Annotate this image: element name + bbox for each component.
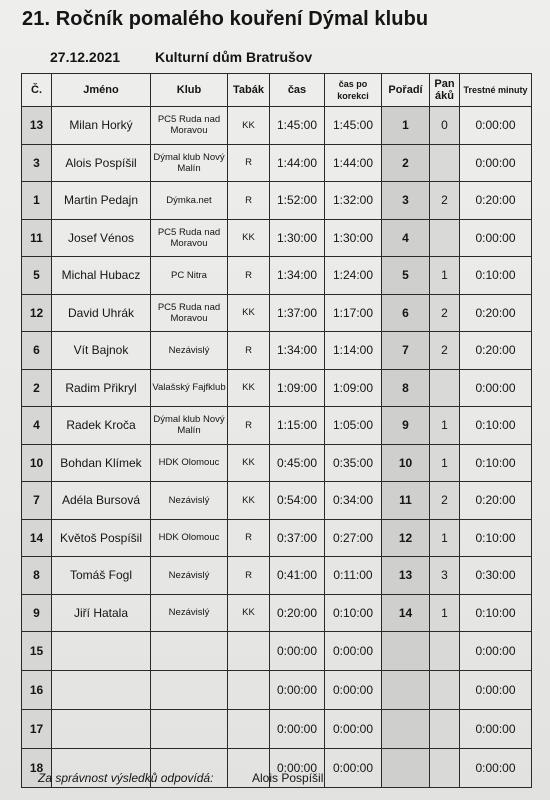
- cell-time: 0:45:00: [270, 444, 325, 482]
- cell-rank: 11: [382, 482, 430, 520]
- cell-rank: 14: [382, 594, 430, 632]
- cell-pan: 1: [430, 519, 460, 557]
- cell-penalty: 0:00:00: [460, 144, 532, 182]
- table-row: [22, 294, 532, 332]
- cell-tobacco: R: [228, 519, 270, 557]
- cell-corrected-time: 1:24:00: [325, 257, 382, 295]
- cell-pan: 2: [430, 182, 460, 220]
- cell-corrected-time: 1:09:00: [325, 369, 382, 407]
- cell-name: Adéla Bursová: [52, 482, 151, 520]
- cell-pan: 1: [430, 407, 460, 445]
- cell-pan: 2: [430, 332, 460, 370]
- cell-tobacco: KK: [228, 294, 270, 332]
- header-penalty: Trestné minuty: [460, 74, 532, 107]
- cell-club: Nezávislý: [151, 482, 228, 520]
- cell-rank: [382, 671, 430, 710]
- cell-name: Vít Bajnok: [52, 332, 151, 370]
- cell-number: 9: [22, 594, 52, 632]
- cell-time: 1:15:00: [270, 407, 325, 445]
- cell-number: 6: [22, 332, 52, 370]
- cell-rank: [382, 632, 430, 671]
- table-row: [22, 332, 532, 370]
- cell-number: 5: [22, 257, 52, 295]
- cell-pan: 3: [430, 557, 460, 595]
- cell-number: 2: [22, 369, 52, 407]
- cell-penalty: 0:20:00: [460, 294, 532, 332]
- table-row: [22, 219, 532, 257]
- cell-rank: 5: [382, 257, 430, 295]
- cell-penalty: 0:10:00: [460, 257, 532, 295]
- cell-number: 13: [22, 107, 52, 145]
- table-header-row: [22, 74, 532, 107]
- cell-club: [151, 671, 228, 710]
- cell-rank: 13: [382, 557, 430, 595]
- cell-penalty: 0:10:00: [460, 594, 532, 632]
- cell-tobacco: R: [228, 182, 270, 220]
- cell-name: Bohdan Klímek: [52, 444, 151, 482]
- cell-time: 1:09:00: [270, 369, 325, 407]
- cell-tobacco: KK: [228, 369, 270, 407]
- cell-corrected-time: 0:34:00: [325, 482, 382, 520]
- cell-club: [151, 710, 228, 749]
- cell-corrected-time: 0:00:00: [325, 710, 382, 749]
- cell-tobacco: KK: [228, 482, 270, 520]
- cell-name: Michal Hubacz: [52, 257, 151, 295]
- table-row: [22, 182, 532, 220]
- cell-penalty: 0:00:00: [460, 107, 532, 145]
- cell-name: [52, 632, 151, 671]
- cell-club: Dýmka.net: [151, 182, 228, 220]
- cell-time: 0:00:00: [270, 671, 325, 710]
- header-rank: Pořadí: [382, 74, 430, 107]
- cell-time: 1:37:00: [270, 294, 325, 332]
- cell-pan: [430, 710, 460, 749]
- cell-number: 11: [22, 219, 52, 257]
- cell-club: Dýmal klub Nový Malín: [151, 407, 228, 445]
- cell-name: [52, 671, 151, 710]
- cell-time: 1:34:00: [270, 332, 325, 370]
- cell-pan: [430, 219, 460, 257]
- cell-corrected-time: 1:45:00: [325, 107, 382, 145]
- cell-corrected-time: 0:11:00: [325, 557, 382, 595]
- cell-tobacco: R: [228, 557, 270, 595]
- cell-club: [151, 632, 228, 671]
- cell-name: Josef Vénos: [52, 219, 151, 257]
- table-row: [22, 257, 532, 295]
- table-row: [22, 519, 532, 557]
- header-number: Č.: [22, 74, 52, 107]
- cell-corrected-time: 1:32:00: [325, 182, 382, 220]
- cell-penalty: 0:00:00: [460, 219, 532, 257]
- cell-penalty: 0:20:00: [460, 482, 532, 520]
- cell-name: [52, 710, 151, 749]
- cell-time: 0:00:00: [270, 632, 325, 671]
- cell-pan: [430, 369, 460, 407]
- cell-club: HDK Olomouc: [151, 444, 228, 482]
- cell-rank: 8: [382, 369, 430, 407]
- cell-number: 15: [22, 632, 52, 671]
- cell-corrected-time: 1:30:00: [325, 219, 382, 257]
- results-body: [22, 107, 532, 788]
- cell-time: 0:41:00: [270, 557, 325, 595]
- cell-pan: 1: [430, 257, 460, 295]
- cell-number: 8: [22, 557, 52, 595]
- cell-number: 10: [22, 444, 52, 482]
- table-row: [22, 482, 532, 520]
- cell-penalty: 0:10:00: [460, 444, 532, 482]
- cell-corrected-time: 0:00:00: [325, 671, 382, 710]
- cell-penalty: 0:00:00: [460, 710, 532, 749]
- cell-pan: 1: [430, 594, 460, 632]
- header-club: Klub: [151, 74, 228, 107]
- cell-number: 17: [22, 710, 52, 749]
- cell-name: Martin Pedajn: [52, 182, 151, 220]
- cell-tobacco: KK: [228, 444, 270, 482]
- cell-penalty: 0:00:00: [460, 671, 532, 710]
- header-tobacco: Tabák: [228, 74, 270, 107]
- cell-rank: 1: [382, 107, 430, 145]
- cell-time: 0:37:00: [270, 519, 325, 557]
- event-date: 27.12.2021: [50, 49, 121, 65]
- cell-rank: 6: [382, 294, 430, 332]
- cell-name: Radim Přikryl: [52, 369, 151, 407]
- results-table: [21, 73, 532, 788]
- footer-label: Za správnost výsledků odpovídá:: [38, 771, 214, 785]
- cell-time: 1:34:00: [270, 257, 325, 295]
- cell-club: PC5 Ruda nad Moravou: [151, 107, 228, 145]
- cell-club: Dýmal klub Nový Malín: [151, 144, 228, 182]
- cell-rank: 7: [382, 332, 430, 370]
- table-row: [22, 107, 532, 145]
- cell-tobacco: [228, 632, 270, 671]
- cell-rank: 10: [382, 444, 430, 482]
- cell-corrected-time: 1:17:00: [325, 294, 382, 332]
- cell-tobacco: [228, 710, 270, 749]
- cell-corrected-time: 1:44:00: [325, 144, 382, 182]
- cell-name: Tomáš Fogl: [52, 557, 151, 595]
- cell-corrected-time: 0:27:00: [325, 519, 382, 557]
- cell-penalty: 0:00:00: [460, 749, 532, 788]
- cell-rank: [382, 749, 430, 788]
- cell-pan: 2: [430, 482, 460, 520]
- cell-time: 1:44:00: [270, 144, 325, 182]
- cell-corrected-time: 0:00:00: [325, 749, 382, 788]
- cell-time: 0:00:00: [270, 710, 325, 749]
- cell-corrected-time: 0:10:00: [325, 594, 382, 632]
- cell-number: 14: [22, 519, 52, 557]
- cell-number: 7: [22, 482, 52, 520]
- table-row: [22, 710, 532, 749]
- cell-rank: 9: [382, 407, 430, 445]
- cell-time: 0:54:00: [270, 482, 325, 520]
- table-row: [22, 407, 532, 445]
- cell-time: 1:52:00: [270, 182, 325, 220]
- cell-tobacco: [228, 671, 270, 710]
- table-row: [22, 144, 532, 182]
- cell-penalty: 0:20:00: [460, 332, 532, 370]
- cell-name: Květoš Pospíšil: [52, 519, 151, 557]
- cell-number: 12: [22, 294, 52, 332]
- cell-tobacco: KK: [228, 219, 270, 257]
- cell-number: 3: [22, 144, 52, 182]
- cell-club: Nezávislý: [151, 332, 228, 370]
- cell-time: 0:00:00: [270, 749, 325, 788]
- cell-corrected-time: 0:35:00: [325, 444, 382, 482]
- cell-time: 1:45:00: [270, 107, 325, 145]
- cell-penalty: 0:10:00: [460, 407, 532, 445]
- cell-name: Alois Pospíšil: [52, 144, 151, 182]
- cell-rank: [382, 710, 430, 749]
- cell-penalty: 0:00:00: [460, 369, 532, 407]
- cell-name: Radek Kroča: [52, 407, 151, 445]
- table-row: [22, 369, 532, 407]
- cell-rank: 3: [382, 182, 430, 220]
- cell-corrected-time: 0:00:00: [325, 632, 382, 671]
- page-title: 21. Ročník pomalého kouření Dýmal klubu: [22, 8, 429, 30]
- cell-pan: [430, 144, 460, 182]
- cell-corrected-time: 1:05:00: [325, 407, 382, 445]
- cell-tobacco: R: [228, 407, 270, 445]
- cell-penalty: 0:30:00: [460, 557, 532, 595]
- cell-rank: 2: [382, 144, 430, 182]
- cell-penalty: 0:00:00: [460, 632, 532, 671]
- cell-rank: 12: [382, 519, 430, 557]
- table-row: [22, 671, 532, 710]
- cell-pan: 2: [430, 294, 460, 332]
- cell-number: 18: [22, 749, 52, 788]
- cell-pan: [430, 632, 460, 671]
- event-venue: Kulturní dům Bratrušov: [155, 49, 313, 65]
- cell-time: 0:20:00: [270, 594, 325, 632]
- cell-rank: 4: [382, 219, 430, 257]
- cell-number: 4: [22, 407, 52, 445]
- cell-club: PC5 Ruda nad Moravou: [151, 294, 228, 332]
- cell-club: Nezávislý: [151, 594, 228, 632]
- cell-pan: [430, 749, 460, 788]
- cell-tobacco: KK: [228, 594, 270, 632]
- cell-pan: 0: [430, 107, 460, 145]
- header-pan: Pan áků: [430, 74, 460, 107]
- cell-corrected-time: 1:14:00: [325, 332, 382, 370]
- cell-name: Jiří Hatala: [52, 594, 151, 632]
- cell-tobacco: R: [228, 257, 270, 295]
- table-row: [22, 632, 532, 671]
- header-corrected-time: čas po korekci: [325, 74, 382, 107]
- cell-club: PC Nitra: [151, 257, 228, 295]
- cell-tobacco: KK: [228, 107, 270, 145]
- cell-club: Valašský Fajfklub: [151, 369, 228, 407]
- table-row: [22, 444, 532, 482]
- table-row: [22, 594, 532, 632]
- cell-pan: [430, 671, 460, 710]
- cell-penalty: 0:10:00: [460, 519, 532, 557]
- cell-tobacco: R: [228, 332, 270, 370]
- cell-penalty: 0:20:00: [460, 182, 532, 220]
- cell-name: Milan Horký: [52, 107, 151, 145]
- header-time: čas: [270, 74, 325, 107]
- header-name: Jméno: [52, 74, 151, 107]
- cell-club: PC5 Ruda nad Moravou: [151, 219, 228, 257]
- cell-time: 1:30:00: [270, 219, 325, 257]
- cell-number: 16: [22, 671, 52, 710]
- cell-club: Nezávislý: [151, 557, 228, 595]
- cell-pan: 1: [430, 444, 460, 482]
- table-row: [22, 557, 532, 595]
- cell-tobacco: R: [228, 144, 270, 182]
- cell-club: HDK Olomouc: [151, 519, 228, 557]
- cell-number: 1: [22, 182, 52, 220]
- cell-name: David Uhrák: [52, 294, 151, 332]
- footer-responsible-name: Alois Pospíšil: [252, 771, 324, 785]
